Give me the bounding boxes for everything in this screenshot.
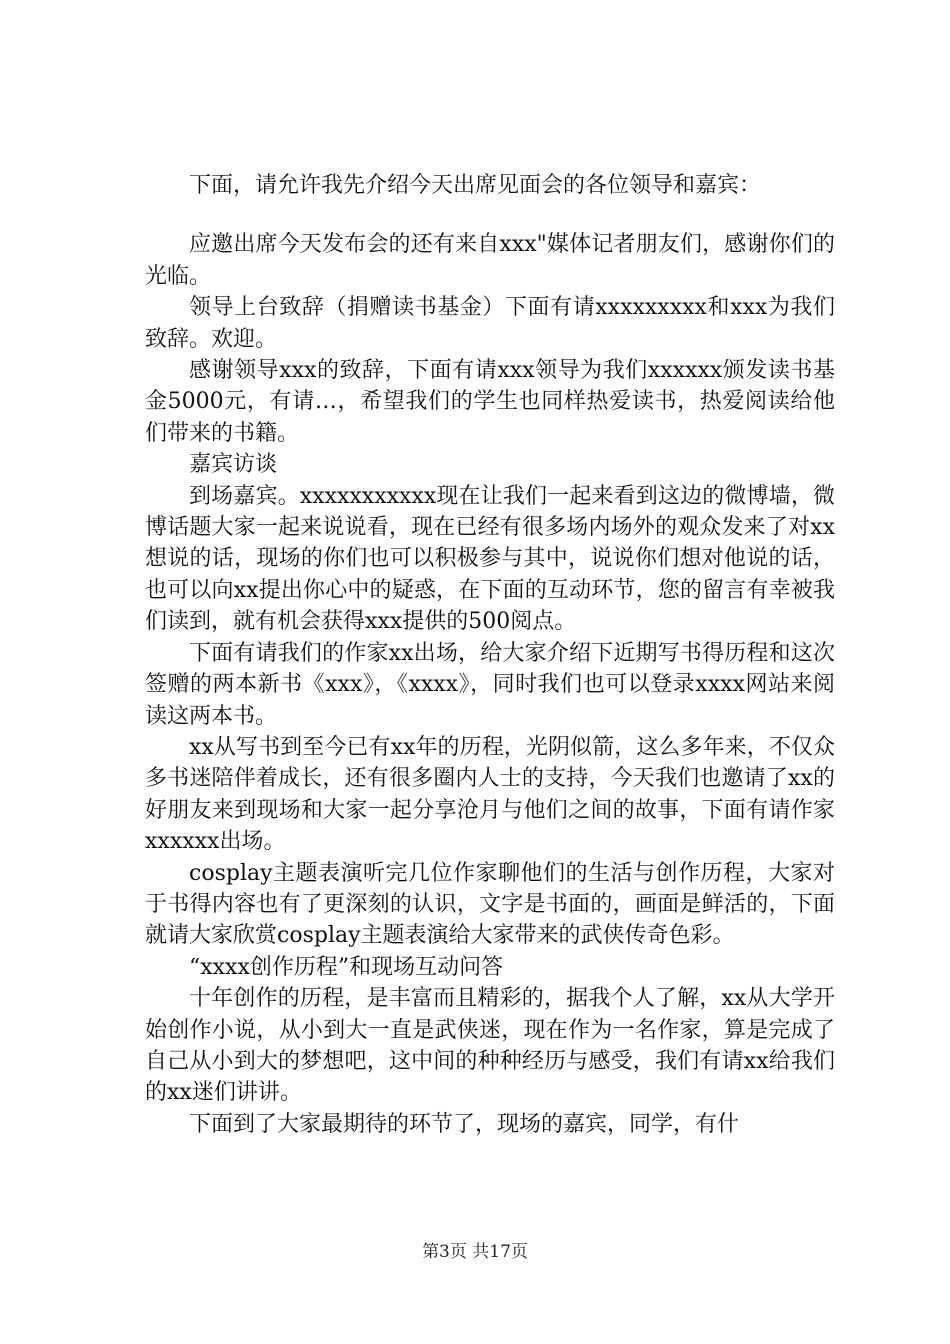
paragraph-author-entrance: 下面有请我们的作家xx出场，给大家介绍下近期写书得历程和这次签赠的两本新书《xxx》，《xxxx》，同时我们也可以登录xxxx网站来阅读这两本书。 [145, 640, 835, 729]
paragraph-ten-years: 十年创作的历程，是丰富而且精彩的，据我个人了解，xx从大学开始创作小说，从小到大一直是武侠迷，现在作为一名作家，算是完成了自己从小到大的梦想吧，这中间的种种经历与感受，我们有请xx给我们的xx迷们讲讲。 [145, 986, 835, 1106]
paragraph-intro-guests: 下面，请允许我先介绍今天出席见面会的各位领导和嘉宾： [189, 173, 762, 198]
paragraph-cosplay-show: cosplay主题表演听完几位作家聊他们的生活与创作历程，大家对于书得内容也有了更深刻的认识，文字是书面的，画面是鲜活的，下面就请大家欣赏cosplay主题表演给大家带来的武侠传奇色彩。 [145, 860, 835, 949]
section-heading-qa: “xxxx创作历程”和现场互动问答 [189, 954, 504, 980]
page-number-footer: 第3页 共17页 [422, 1242, 528, 1262]
section-heading-guest-interview: 嘉宾访谈 [189, 452, 278, 478]
document-body [145, 170, 835, 1140]
paragraph-invited-media: 应邀出席今天发布会的还有来自xxx"媒体记者朋友们，感谢你们的光临。 [145, 232, 835, 289]
paragraph-writing-history: xx从写书到至今已有xx年的历程，光阴似箭，这么多年来，不仅众多书迷陪伴着成长，还有很多圈内人士的支持，今天我们也邀请了xx的好朋友来到现场和大家一起分享沧月与他们之间的故事，下面有请作家xxxxxx出场。 [145, 734, 835, 855]
paragraph-gap [145, 201, 835, 229]
paragraph-fund-award: 感谢领导xxx的致辞，下面有请xxx领导为我们xxxxxx颁发读书基金5000元，有请…，希望我们的学生也同样热爱读书，热爱阅读给他们带来的书籍。 [145, 358, 835, 446]
paragraph-weibo-wall: 到场嘉宾。xxxxxxxxxxx现在让我们一起来看到这边的微博墙，微博话题大家一起来说说看，现在已经有很多场内场外的观众发来了对xx想说的话，现场的你们也可以积极参与其中，说说你们想对他说的话，也可以向xx提出你心中的疑惑，在下面的互动环节，您的留言有幸被我们读到，就有机会获得xxx提供的500阅点。 [145, 483, 835, 635]
paragraph-most-awaited: 下面到了大家最期待的环节了，现场的嘉宾，同学，有什 [189, 1111, 740, 1137]
paragraph-leader-speech: 领导上台致辞（捐赠读书基金）下面有请xxxxxxxxx和xxx为我们致辞。欢迎。 [145, 295, 835, 352]
